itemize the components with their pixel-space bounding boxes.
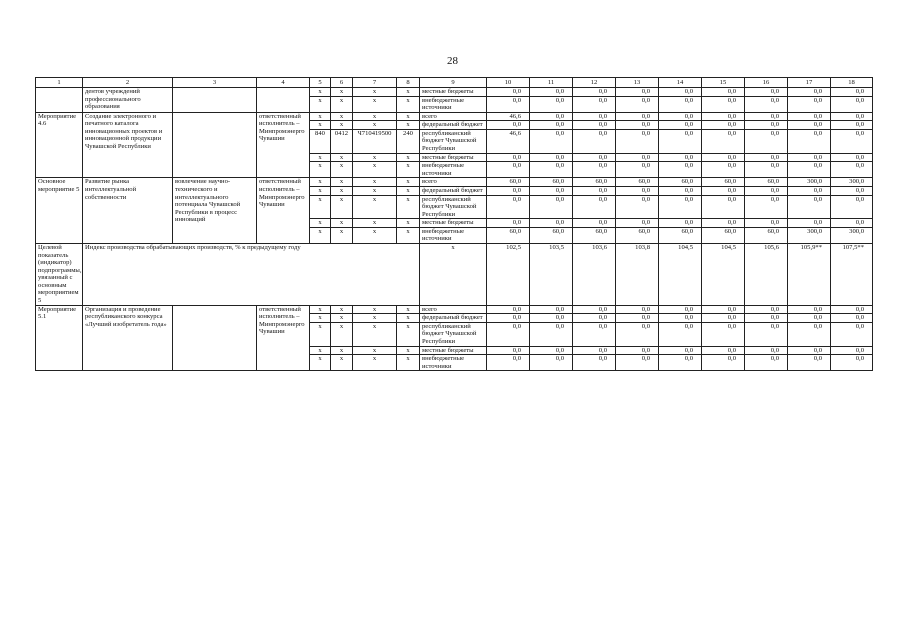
amount: 0,0 [745,322,788,346]
amount: 300,0 [831,178,873,187]
funding-source: внебюджетные источники [420,96,487,112]
amount: 0,0 [487,305,530,314]
page-number: 28 [447,55,458,67]
amount: 0,0 [702,88,745,97]
budget-code: x [353,88,397,97]
budget-code: x [331,162,353,178]
amount: 0,0 [745,355,788,371]
amount: 0,0 [487,88,530,97]
amount: 0,0 [788,346,831,355]
column-number: 1 [36,78,83,88]
amount: 60,0 [659,227,702,243]
amount: 60,0 [702,178,745,187]
column-number: 13 [616,78,659,88]
indicator-value: 103,5 [530,243,573,305]
budget-code: x [310,153,331,162]
amount: 0,0 [659,195,702,219]
amount: 0,0 [831,112,873,121]
amount: 46,6 [487,112,530,121]
amount: 0,0 [659,88,702,97]
column-number: 18 [831,78,873,88]
amount: 0,0 [530,88,573,97]
cont-row [36,88,873,97]
amount: 60,0 [573,178,616,187]
amount: 0,0 [745,195,788,219]
status-cell: Основное мероприятие 5 [36,178,83,244]
amount: 0,0 [659,346,702,355]
amount: 0,0 [616,355,659,371]
amount: 0,0 [487,322,530,346]
amount: 0,0 [788,195,831,219]
budget-code: x [353,153,397,162]
amount: 0,0 [530,186,573,195]
budget-code: x [331,305,353,314]
column-number: 8 [397,78,420,88]
amount: 0,0 [616,129,659,153]
amount: 0,0 [831,346,873,355]
amount: 300,0 [788,178,831,187]
amount: 0,0 [573,162,616,178]
column-number: 5 [310,78,331,88]
amount: 0,0 [831,322,873,346]
amount: 0,0 [659,355,702,371]
amount: 0,0 [702,186,745,195]
column-number: 16 [745,78,788,88]
goal-cell [173,112,257,178]
amount: 0,0 [745,129,788,153]
amount: 0,0 [702,153,745,162]
amount: 0,0 [487,219,530,228]
funding-source: местные бюджеты [420,88,487,97]
funding-source: республиканский бюджет Чувашской Республики [420,129,487,153]
amount: 0,0 [616,121,659,130]
column-number: 9 [420,78,487,88]
budget-code: Ч710419500 [353,129,397,153]
amount: 0,0 [659,322,702,346]
amount: 0,0 [659,219,702,228]
budget-code: 240 [397,129,420,153]
funding-source: всего [420,112,487,121]
budget-code: x [353,305,397,314]
amount: 60,0 [530,178,573,187]
budget-code: x [310,96,331,112]
amount: 0,0 [831,195,873,219]
budget-code: x [353,96,397,112]
amount: 0,0 [659,112,702,121]
budget-code: x [397,314,420,323]
amount: 300,0 [788,227,831,243]
amount: 0,0 [487,346,530,355]
amount: 0,0 [745,96,788,112]
funding-source: республиканский бюджет Чувашской Республики [420,322,487,346]
amount: 0,0 [616,314,659,323]
amount: 0,0 [788,121,831,130]
amount: 0,0 [659,186,702,195]
budget-code: x [353,121,397,130]
budget-code: x [353,219,397,228]
amount: 0,0 [702,305,745,314]
status-cell [36,88,83,113]
budget-code: x [353,162,397,178]
budget-code: x [310,162,331,178]
amount: 60,0 [702,227,745,243]
budget-code: x [397,195,420,219]
budget-code: x [397,355,420,371]
funding-source: всего [420,178,487,187]
column-number: 6 [331,78,353,88]
budget-code: x [310,346,331,355]
budget-code: x [397,346,420,355]
budget-code: x [397,88,420,97]
budget-code: x [397,322,420,346]
amount: 0,0 [487,121,530,130]
amount: 0,0 [788,112,831,121]
budget-code: x [310,305,331,314]
indicator-text: Индекс производства обрабатывающих производств, % к предыдущему году [83,243,420,305]
amount: 0,0 [702,355,745,371]
budget-code: x [331,322,353,346]
amount: 0,0 [702,314,745,323]
amount: 60,0 [745,178,788,187]
budget-code: x [397,186,420,195]
responsible-cell: ответственный исполнитель – Минпромэнерго Чувашии [257,305,310,371]
budget-code: 840 [310,129,331,153]
amount: 0,0 [530,121,573,130]
funding-source: местные бюджеты [420,153,487,162]
om5-row [36,178,873,187]
budget-code: x [397,219,420,228]
amount: 0,0 [788,314,831,323]
amount: 0,0 [530,195,573,219]
amount: 0,0 [788,322,831,346]
budget-code: x [310,219,331,228]
amount: 0,0 [659,96,702,112]
budget-code: x [310,178,331,187]
amount: 0,0 [616,112,659,121]
budget-code: x [353,186,397,195]
amount: 0,0 [573,314,616,323]
responsible-cell [257,88,310,113]
amount: 0,0 [616,305,659,314]
indicator-value: 104,5 [659,243,702,305]
budget-code: x [397,121,420,130]
budget-code: x [310,112,331,121]
amount: 60,0 [530,227,573,243]
budget-code: x [331,121,353,130]
amount: 0,0 [831,219,873,228]
budget-code: x [353,322,397,346]
amount: 0,0 [573,219,616,228]
amount: 0,0 [530,314,573,323]
amount: 60,0 [573,227,616,243]
amount: 0,0 [702,162,745,178]
amount: 0,0 [573,195,616,219]
amount: 0,0 [616,162,659,178]
budget-code: x [310,227,331,243]
amount: 0,0 [530,129,573,153]
amount: 0,0 [788,186,831,195]
goal-cell: вовлечение научно-технического и интеллектуального потенциала Чувашской Республики в процесс инноваций [173,178,257,244]
budget-code: x [310,195,331,219]
budget-code: x [353,314,397,323]
budget-code: x [331,227,353,243]
budget-table [35,77,873,371]
budget-code: x [331,112,353,121]
amount: 0,0 [831,88,873,97]
column-number: 17 [788,78,831,88]
amount: 0,0 [788,129,831,153]
amount: 0,0 [573,305,616,314]
responsible-cell: ответственный исполнитель – Минпромэнерго Чувашии [257,178,310,244]
amount: 0,0 [659,305,702,314]
column-number: 10 [487,78,530,88]
amount: 46,6 [487,129,530,153]
amount: 0,0 [702,112,745,121]
column-number: 12 [573,78,616,88]
amount: 0,0 [573,96,616,112]
indicator-label: Целевой показатель (индикатор) подпрограммы, увязанный с основным мероприятием 5 [36,243,83,305]
amount: 0,0 [487,195,530,219]
m46-row [36,112,873,121]
column-number: 11 [530,78,573,88]
status-cell: Мероприятие 5.1 [36,305,83,371]
amount: 0,0 [788,96,831,112]
funding-source: местные бюджеты [420,219,487,228]
amount: 0,0 [616,186,659,195]
budget-code: x [397,305,420,314]
funding-source: внебюджетные источники [420,227,487,243]
budget-code: x [310,121,331,130]
budget-code: x [331,346,353,355]
budget-code: x [353,355,397,371]
funding-source: внебюджетные источники [420,355,487,371]
amount: 0,0 [745,305,788,314]
indicator-value: 103,8 [616,243,659,305]
amount: 300,0 [831,227,873,243]
budget-code: x [353,227,397,243]
amount: 0,0 [745,346,788,355]
amount: 0,0 [831,314,873,323]
amount: 0,0 [702,322,745,346]
budget-code: x [397,112,420,121]
responsible-cell: ответственный исполнитель – Минпромэнерго Чувашии [257,112,310,178]
amount: 0,0 [616,346,659,355]
budget-code: x [331,314,353,323]
indicator-x: x [420,243,487,305]
amount: 0,0 [745,162,788,178]
amount: 0,0 [616,96,659,112]
amount: 60,0 [616,227,659,243]
amount: 0,0 [573,186,616,195]
name-cell: дентов учреждений профессионального образования [83,88,173,113]
amount: 0,0 [573,346,616,355]
amount: 60,0 [745,227,788,243]
budget-code: x [397,153,420,162]
amount: 0,0 [573,121,616,130]
column-number: 2 [83,78,173,88]
amount: 60,0 [487,227,530,243]
amount: 0,0 [702,96,745,112]
amount: 0,0 [530,112,573,121]
amount: 0,0 [831,186,873,195]
goal-cell [173,305,257,371]
amount: 0,0 [487,153,530,162]
amount: 0,0 [745,314,788,323]
amount: 0,0 [530,322,573,346]
name-cell: Организация и проведение республиканского конкурса «Лучший изобретатель года» [83,305,173,371]
amount: 0,0 [616,153,659,162]
amount: 0,0 [745,186,788,195]
funding-source: федеральный бюджет [420,314,487,323]
amount: 0,0 [573,112,616,121]
amount: 0,0 [530,153,573,162]
amount: 0,0 [616,219,659,228]
amount: 0,0 [530,96,573,112]
indicator-value: 103,6 [573,243,616,305]
amount: 0,0 [745,219,788,228]
amount: 0,0 [616,88,659,97]
column-number: 4 [257,78,310,88]
indicator-value: 105,6 [745,243,788,305]
amount: 0,0 [659,129,702,153]
amount: 0,0 [831,355,873,371]
column-number: 15 [702,78,745,88]
funding-source: всего [420,305,487,314]
amount: 0,0 [487,355,530,371]
amount: 0,0 [530,162,573,178]
amount: 0,0 [831,162,873,178]
funding-source: федеральный бюджет [420,121,487,130]
amount: 0,0 [530,355,573,371]
budget-code: x [331,96,353,112]
amount: 0,0 [573,129,616,153]
amount: 0,0 [616,195,659,219]
amount: 0,0 [702,121,745,130]
column-number: 3 [173,78,257,88]
amount: 0,0 [487,314,530,323]
amount: 0,0 [487,96,530,112]
amount: 0,0 [702,129,745,153]
column-number: 14 [659,78,702,88]
amount: 0,0 [788,88,831,97]
budget-code: x [331,153,353,162]
amount: 60,0 [616,178,659,187]
budget-code: x [310,322,331,346]
amount: 0,0 [745,121,788,130]
amount: 0,0 [788,153,831,162]
funding-source: республиканский бюджет Чувашской Республики [420,195,487,219]
amount: 0,0 [659,153,702,162]
funding-source: местные бюджеты [420,346,487,355]
amount: 0,0 [831,153,873,162]
amount: 60,0 [487,178,530,187]
amount: 0,0 [745,112,788,121]
amount: 0,0 [659,121,702,130]
amount: 0,0 [487,186,530,195]
budget-code: x [397,227,420,243]
budget-code: x [353,195,397,219]
amount: 0,0 [831,121,873,130]
budget-code: x [310,186,331,195]
budget-code: x [397,178,420,187]
name-cell: Создание электронного и печатного каталога инновационных проектов и инновационной продукции Чувашской Республики [83,112,173,178]
amount: 0,0 [831,129,873,153]
amount: 0,0 [573,153,616,162]
budget-code: x [397,96,420,112]
indicator-row [36,243,873,305]
amount: 0,0 [788,219,831,228]
amount: 0,0 [831,305,873,314]
amount: 0,0 [573,355,616,371]
funding-source: внебюджетные источники [420,162,487,178]
budget-code: x [331,219,353,228]
indicator-value: 104,5 [702,243,745,305]
amount: 0,0 [788,305,831,314]
budget-code: x [397,162,420,178]
column-number: 7 [353,78,397,88]
budget-code: x [353,178,397,187]
amount: 0,0 [487,162,530,178]
budget-code: x [331,355,353,371]
budget-code: x [353,112,397,121]
column-number-row [36,78,873,88]
budget-code: x [353,346,397,355]
goal-cell [173,88,257,113]
amount: 0,0 [745,153,788,162]
budget-code: 0412 [331,129,353,153]
indicator-value: 105,9** [788,243,831,305]
m51-row [36,305,873,314]
amount: 0,0 [788,162,831,178]
amount: 0,0 [745,88,788,97]
amount: 0,0 [659,314,702,323]
budget-code: x [310,355,331,371]
budget-code: x [331,195,353,219]
amount: 0,0 [530,305,573,314]
name-cell: Развитие рынка интеллектуальной собственности [83,178,173,244]
budget-code: x [310,88,331,97]
amount: 0,0 [702,195,745,219]
budget-code: x [310,314,331,323]
budget-code: x [331,178,353,187]
amount: 0,0 [573,322,616,346]
amount: 0,0 [788,355,831,371]
amount: 0,0 [659,162,702,178]
amount: 60,0 [659,178,702,187]
amount: 0,0 [616,322,659,346]
status-cell: Мероприятие 4.6 [36,112,83,178]
amount: 0,0 [530,219,573,228]
amount: 0,0 [530,346,573,355]
amount: 0,0 [573,88,616,97]
indicator-value: 107,5** [831,243,873,305]
funding-source: федеральный бюджет [420,186,487,195]
budget-code: x [331,186,353,195]
budget-code: x [331,88,353,97]
amount: 0,0 [702,346,745,355]
indicator-value: 102,5 [487,243,530,305]
amount: 0,0 [831,96,873,112]
amount: 0,0 [702,219,745,228]
